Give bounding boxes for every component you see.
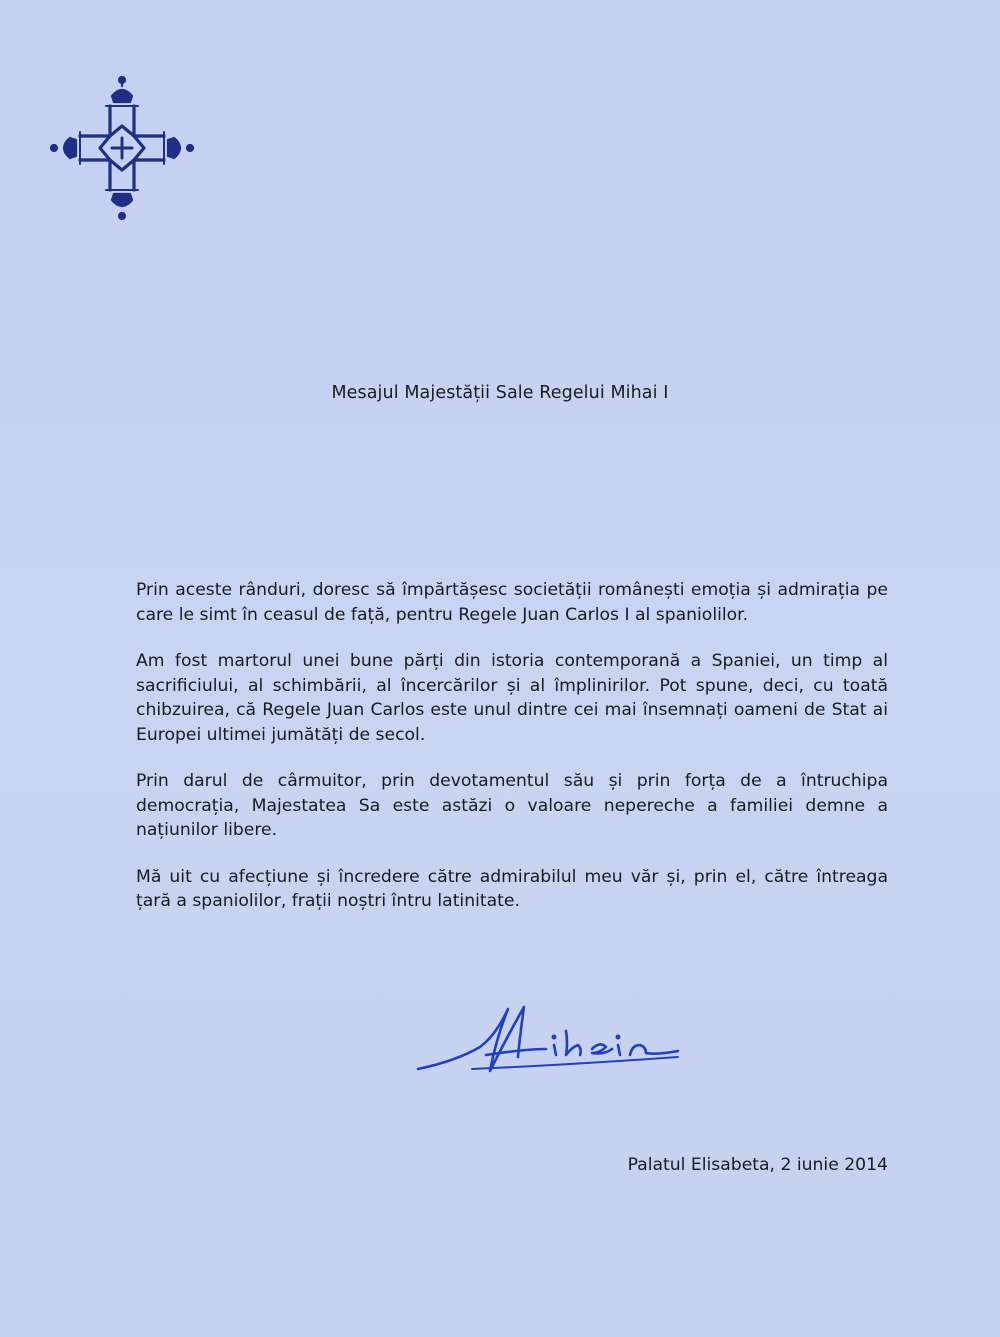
crown-right-icon	[168, 138, 193, 158]
paragraph: Am fost martorul unei bune părți din istoria contemporană a Spaniei, un timp al sacrificiului, al schimbării, al încercărilor și al împlinirilor. Pot spune, deci, cu toată chibzuirea, că Regele Juan Carlos este unul dintre cei mai însemnați oameni de Stat ai Europei ultimei jumătăți de secol.	[136, 651, 888, 745]
handwritten-signature	[416, 995, 686, 1080]
paragraph: Mă uit cu afecțiune și încredere către admirabilul meu văr și, prin el, către întreaga țară a spaniolilor, frații noștri întru latinitate.	[136, 866, 888, 911]
place-and-date: Palatul Elisabeta, 2 iunie 2014	[627, 1155, 888, 1175]
crown-bottom-icon	[112, 194, 132, 219]
paragraph: Prin darul de cârmuitor, prin devotamentul său și prin forța de a întruchipa democrația, Majestatea Sa este astăzi o valoare nepereche a familiei demne a națiunilor libere.	[136, 771, 888, 840]
crown-left-icon	[51, 138, 76, 158]
letter-body	[136, 578, 888, 936]
paragraph: Prin aceste rânduri, doresc să împărtășesc societății românești emoția și admirația pe care le simt în ceasul de față, pentru Regele Juan Carlos I al spaniolilor.	[136, 580, 888, 625]
letter-title: Mesajul Majestății Sale Regelui Mihai I	[331, 383, 669, 403]
crown-top-icon	[112, 77, 132, 102]
royal-monogram-icon	[44, 70, 200, 226]
